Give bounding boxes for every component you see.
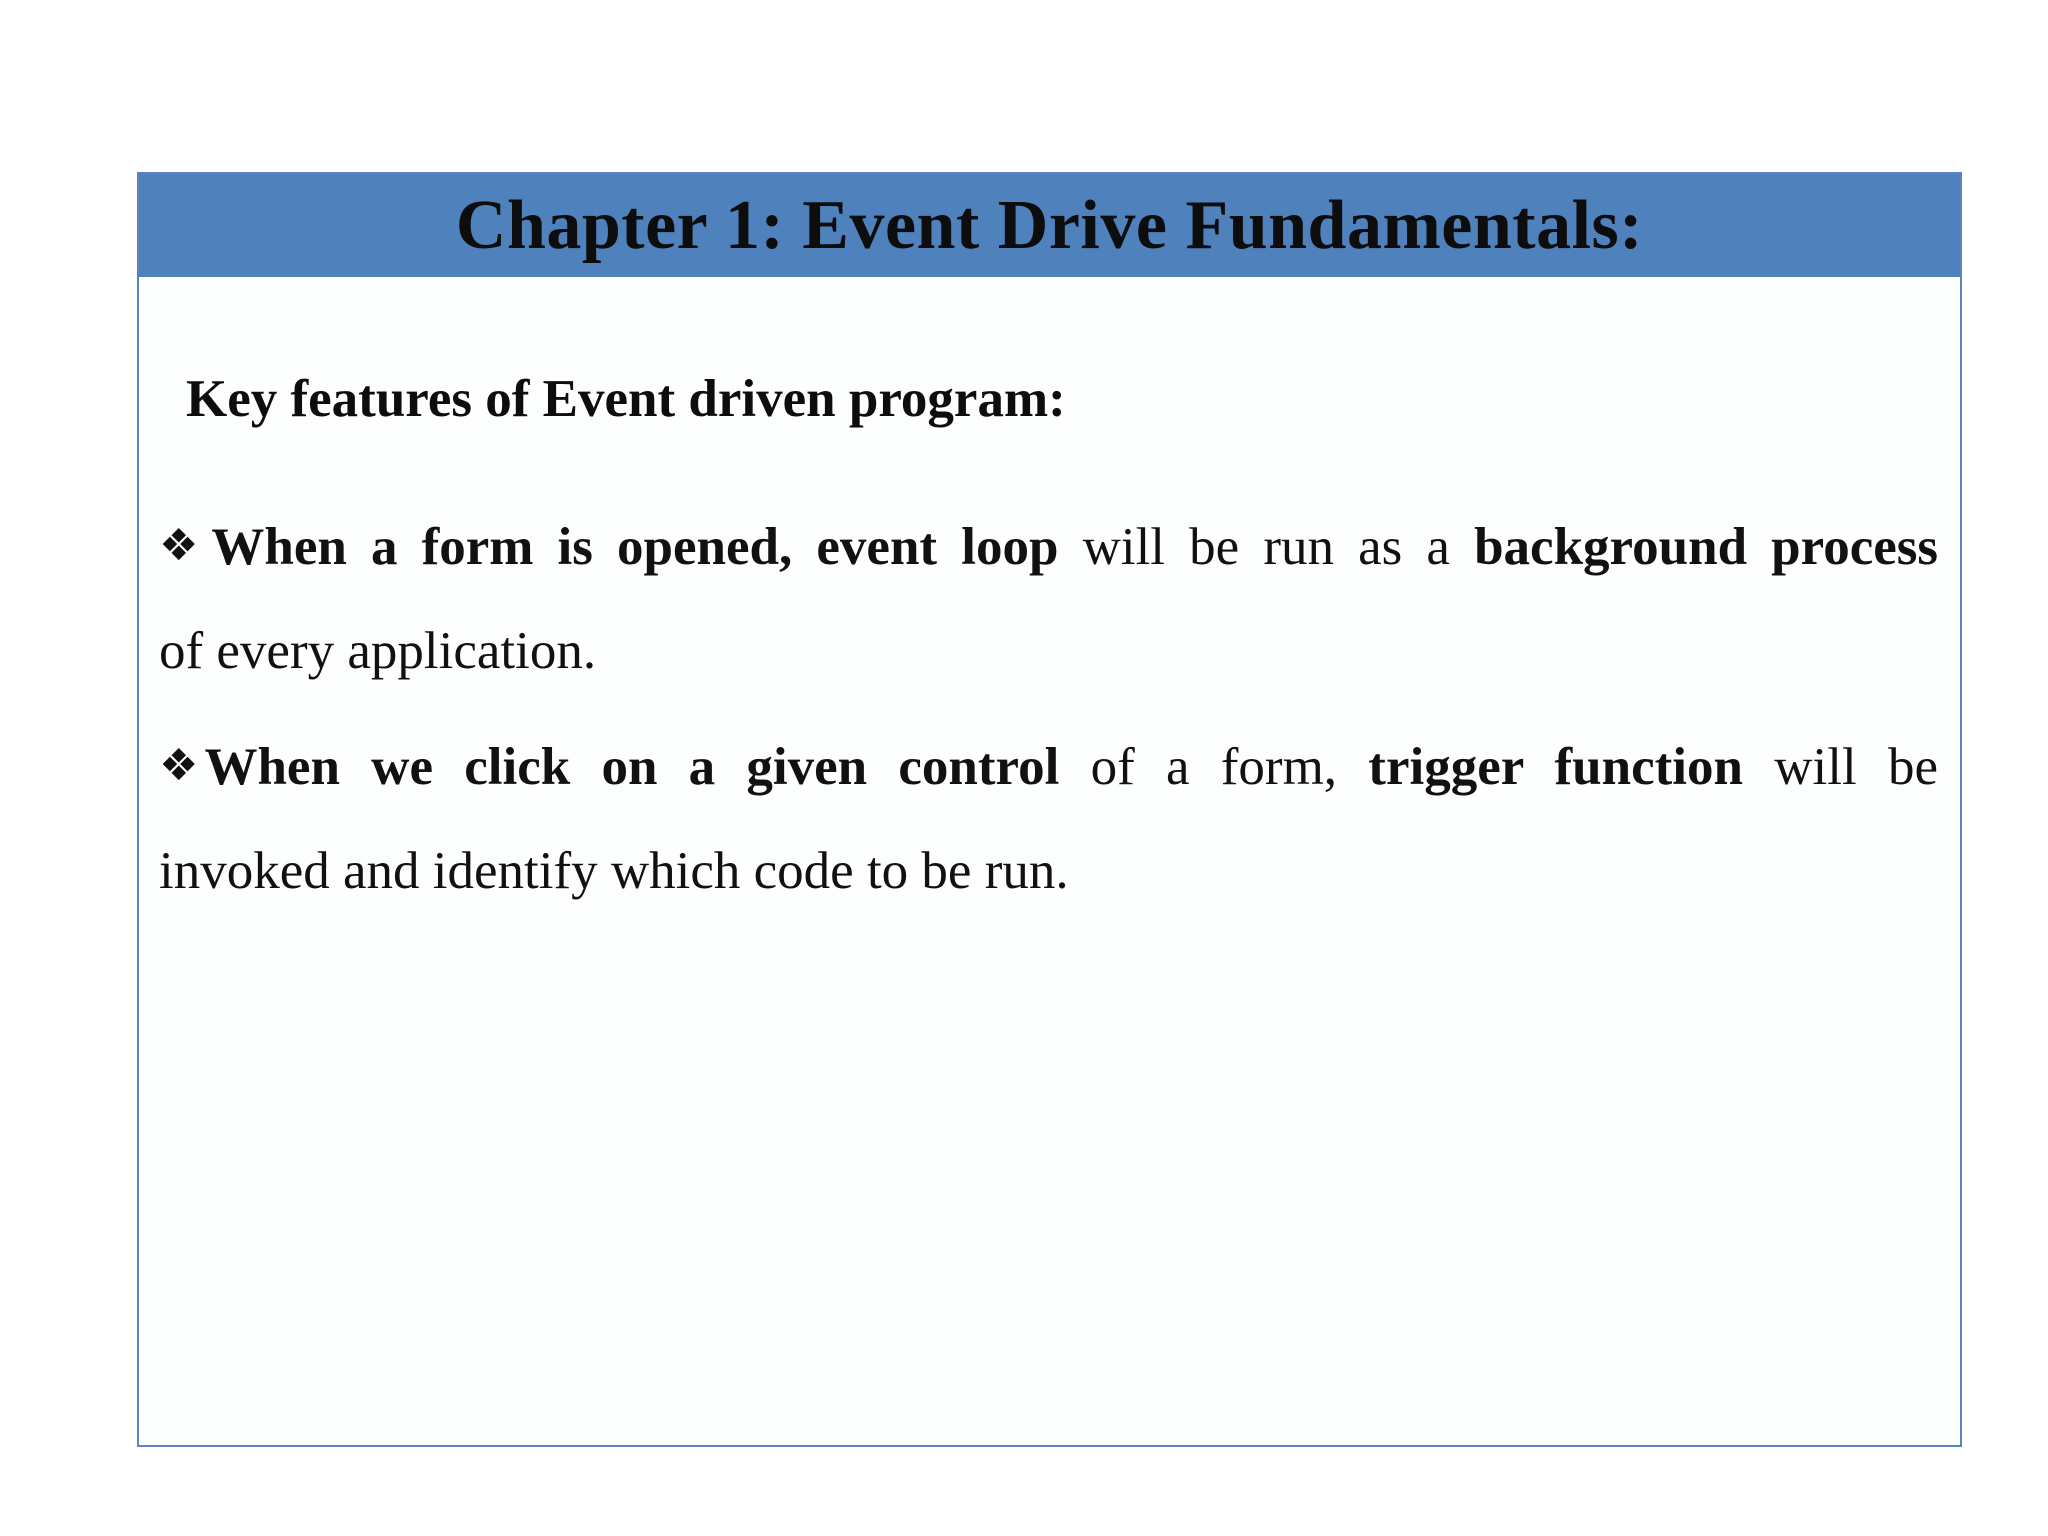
bullet-bold-text: trigger function (1368, 738, 1744, 796)
bullet-text: of a form, (1059, 738, 1369, 796)
slide-frame (137, 172, 1962, 1447)
bullet-bold-text: background process (1474, 518, 1939, 576)
bullet-text: will be run as a (1058, 518, 1475, 576)
bullet-item (159, 714, 1938, 923)
bullet-line (159, 714, 1938, 819)
bullet-text: will be (1743, 738, 1938, 796)
bullet-continuation: invoked and identify which code to be run. (159, 842, 1069, 900)
slide-title: Chapter 1: Event Drive Fundamentals: (455, 186, 1644, 264)
bullet-bold-text: When a form is opened, event loop (211, 518, 1059, 576)
title-bar (139, 174, 1960, 277)
subheading: Key features of Event driven program: (186, 370, 1066, 428)
diamond-bullet-icon: ❖ (159, 740, 203, 791)
bullet-line (159, 494, 1938, 599)
diamond-bullet-icon: ❖ (159, 520, 210, 571)
bullet-continuation: of every application. (159, 622, 597, 680)
bullet-bold-text: When we click on a given control (204, 738, 1060, 796)
bullet-item (159, 494, 1938, 703)
